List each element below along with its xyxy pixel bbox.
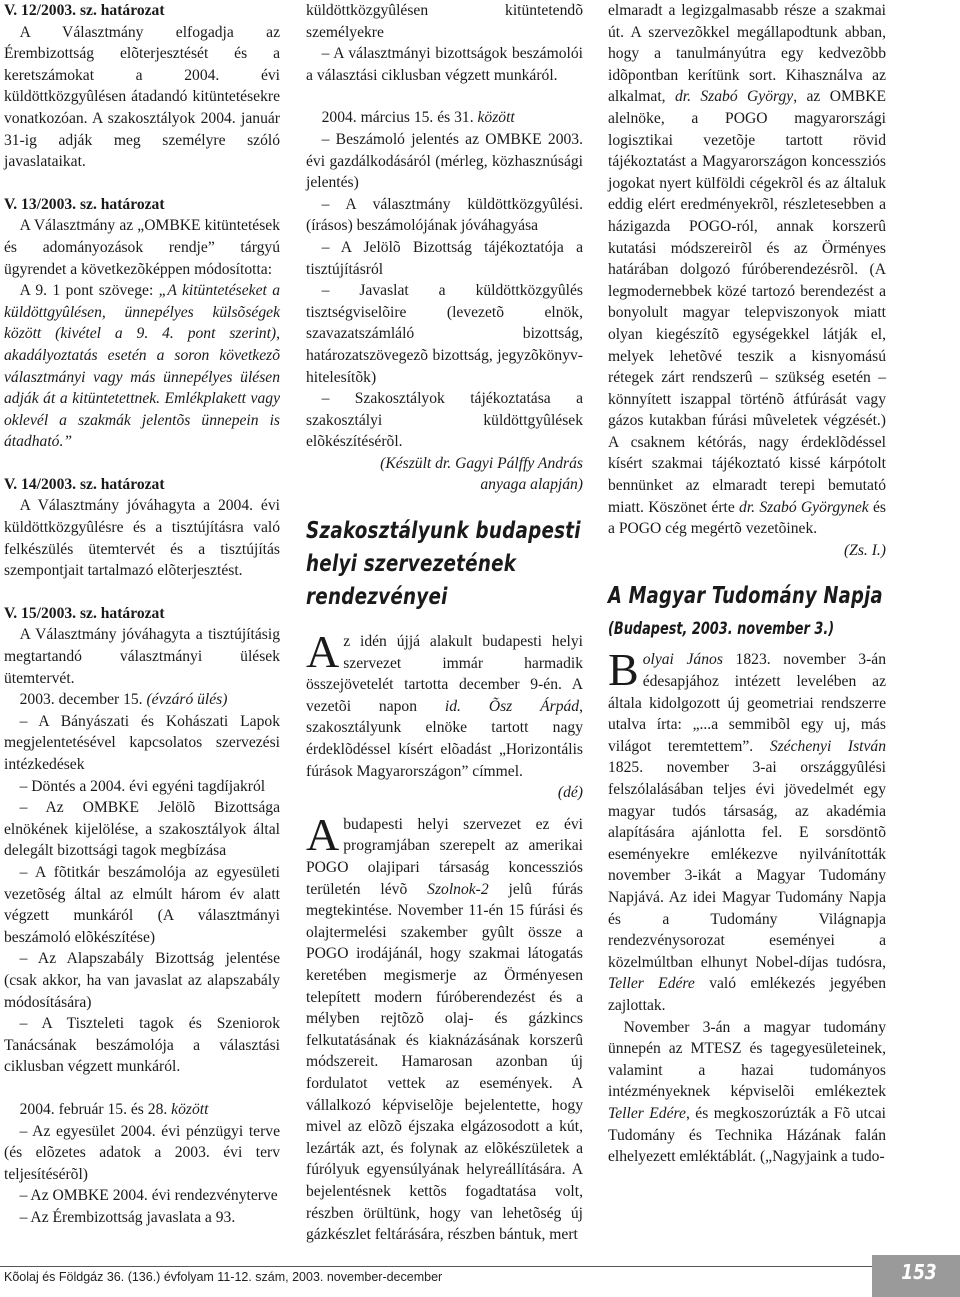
section-heading xyxy=(306,514,581,613)
person-name: olyai János xyxy=(642,651,723,669)
drop-cap: A xyxy=(306,808,340,860)
date-text: 2004. február 15. és 28. xyxy=(19,1100,172,1118)
article-text: , szakosztályunk elnöke tartott nagy érdeklõdéssel kísért elõadást „Horizontális fúrások Magyarországon” címmel. xyxy=(306,697,583,780)
resolution-15-heading: V. 15/2003. sz. határozat xyxy=(4,604,165,622)
agenda-item: – Az egyesület 2004. évi pénzügyi terve (és elõzetes adatok a 2003. évi terv teljesítésérõl) xyxy=(4,1122,280,1183)
meeting-date-3 xyxy=(306,107,583,129)
article-text: 1825. november 3-ai országgyûlési felszólalásában teljes évi jövedelmét egy magyar tudós társaság, az akadémia alapítására ajánlotta fel. E sorsdöntõ eseményekre emlékezve nyilvánították november 3-ikát a Magyar Tudomány Napjává. Az idei Magyar Tudomány Napja és a Tudomány Világnapja rendezvénysorozat eseményei a közelmúltban elhunyt Nobel-díjas tudósra, xyxy=(608,759,886,971)
agenda-item: – A Bányászati és Kohászati Lapok megjelentetésével kapcsolatos szervezési intézkedések xyxy=(4,712,280,773)
column-2 xyxy=(306,0,583,1246)
article-3 xyxy=(608,644,886,1016)
agenda-item: – A Jelölõ Bizottság tájékoztatója a tisztújításról xyxy=(306,238,583,278)
column-1 xyxy=(4,0,280,1228)
well-name: Szolnok-2 xyxy=(427,880,489,898)
resolution-13-amendment xyxy=(4,280,280,453)
credit-line-2: anyaga alapján) xyxy=(480,476,583,494)
amendment-lead: A 9. 1 pont szövege: xyxy=(19,282,159,300)
section-subheading: (Budapest, 2003. november 3.) xyxy=(608,619,835,639)
credit-line-1: (Készült dr. Gagyi Pálffy András xyxy=(380,454,583,472)
date-text: 2003. december 15. xyxy=(19,691,147,709)
agenda-item: – Javaslat a küldöttközgyûlés tisztségviselõire (levezetõ elnök, szavazatszámláló bizottság, határozatszövegezõ bizottság, jegyzõkönyv-hitelesítõk) xyxy=(306,282,583,386)
resolution-13-body: A Választmány az „OMBKE kitüntetések és adományozások rendje” tárgyú ügyrendet a következõképpen módosította: xyxy=(4,217,280,278)
agenda-item: – Az Érembizottság javaslata a 93. xyxy=(19,1208,236,1226)
person-name: dr. Szabó György xyxy=(674,88,794,106)
resolution-13-heading: V. 13/2003. sz. határozat xyxy=(4,195,165,213)
article-text: való emlékezés jegyében zajlottak. xyxy=(608,975,886,1014)
agenda-item: – A fõtitkár beszámolója az egyesületi vezetõség által az elmúlt három év alatt végzett munkáról (A választmányi beszámoló elõkészítése) xyxy=(4,863,280,946)
date-text: 2004. március 15. és 31. xyxy=(321,109,478,127)
agenda-item: – Beszámoló jelentés az OMBKE 2003. évi gazdálkodásáról (mérleg, közhasznúsági jelentés) xyxy=(306,130,583,192)
agenda-item: – Döntés a 2004. évi egyéni tagdíjakról xyxy=(19,777,266,795)
drop-cap: B xyxy=(608,644,639,696)
resolution-15-body: A Választmány jóváhagyta a tisztújításig megtartandó választmányi ülések ütemtervét. xyxy=(4,626,280,687)
resolution-14-body: A Választmány jóváhagyta a 2004. évi küldöttközgyûlésre és a tisztújításra való felkészülés ütemtervét és a tisztújítás szempontjait tartalmazó elõterjesztést. xyxy=(4,497,280,580)
date-note: között xyxy=(477,109,515,127)
section-heading: A Magyar Tudomány Napja xyxy=(608,583,883,610)
agenda-item: – A választmányi bizottságok beszámolói a választási ciklusban végzett munkáról. xyxy=(306,45,583,84)
drop-cap: A xyxy=(306,626,340,678)
date-note: között xyxy=(171,1100,209,1118)
amendment-text: „A kitüntetéseket a küldöttgyûlésen, ünnepélyes külsõségek között (kivétel a 9. 4. pont szerint), akadályoztatás esetén a soron következõ választmányi vagy más ünnepélyes ülésen adják át a kitüntetettnek. Emlékplakett vagy oklevél a szakmák jelentõs ünnepein is átadható.” xyxy=(4,282,280,451)
article-3-paragraph-2 xyxy=(608,1017,886,1168)
agenda-item: – Az OMBKE Jelölõ Bizottsága elnökének kijelölése, a szakosztályok által delegált bizottsági tagok megbízása xyxy=(4,799,280,860)
agenda-item: – Az Alapszabály Bizottság jelentése (csak akkor, ha van javaslat az alapszabály módosítására) xyxy=(4,950,280,1011)
article-2-continued xyxy=(608,0,886,540)
agenda-item: – A Tiszteleti tagok és Szeniorok Tanácsának beszámolója a választási ciklusban végzett munkáról. xyxy=(4,1015,280,1076)
article-2 xyxy=(306,808,583,1246)
meeting-date-2 xyxy=(4,1099,280,1121)
agenda-item: – Az OMBKE 2004. évi rendezvényterve xyxy=(19,1187,278,1205)
heading-line: Szakosztályunk budapesti xyxy=(306,516,581,545)
resolution-14-heading: V. 14/2003. sz. határozat xyxy=(4,475,165,493)
person-name: id. Õsz Árpád xyxy=(444,697,580,715)
footer-journal-info: Kõolaj és Földgáz 36. (136.) évfolyam 11-12. szám, 2003. november-december xyxy=(4,1270,443,1284)
column-3 xyxy=(608,0,886,1168)
page-number: 153 xyxy=(901,1260,937,1284)
person-name: Teller Edére xyxy=(608,975,695,993)
article-1-signature: (dé) xyxy=(557,784,583,802)
article-2-signature: (Zs. I.) xyxy=(843,541,886,559)
article-text: 1823. november 3-án édesapjához intézett levelében az általa kidolgozott új geometriai rendszerre utalva írta: „...a semmibõl egy uj, más világot teremtettem”. xyxy=(608,651,886,755)
heading-line: rendezvényei xyxy=(306,582,448,611)
resolution-12-heading: V. 12/2003. sz. határozat xyxy=(4,2,165,19)
article-text: elmaradt a legizgalmasabb része a szakmai út. A szervezõkkel megállapodtunk abban, hogy a tanulmányútra egy kedvezõbb idõpontban kerítünk sort. Kihasználva az alkalmat, xyxy=(608,2,886,106)
article-text: , az OMBKE alelnöke, a POGO magyarországi logisztikai vezetõje tartott rövid tájékoztatást a Magyarországon koncessziós jogokat nyert külföldi cégekrõl és az általuk eddig elért eredményekrõl, részletesebben a házigazda POGO-ról, annak korszerû kutatási módszereirõl és az Örményes határában dolgozó fúróberendezésrõl. (A legmodernebbek közé tartozó berendezést a bonyolult magyar telepviszonyok miatt olyan kiegészítõ egységekkel látják el, melyek lehetõvé teszik a kisnyomású rétegek zárt rendszerû – szükség esetén – könnyített iszappal történõ átfúrását vagy gázos kutakban fúrási mûveletek végzését.) A csaknem kétórás, nagy érdeklõdéssel kísért szakmai tájékoztató kissé kárpótolt bennünket az elmaradt terepi bemutató miatt. Köszönet érte xyxy=(608,88,887,516)
person-name: dr. Szabó Györgynek xyxy=(739,498,869,516)
date-note: (évzáró ülés) xyxy=(146,691,228,709)
person-name: Teller Edére xyxy=(608,1104,686,1122)
article-1 xyxy=(306,626,583,782)
article-text: jelû fúrás megtekintése. November 11-én 15 fúrási és olajtermelési szakember gyûlt össze a POGO irodájánál, hogy szakmai látogatás keretében megismerje az Örményesen telepített modern fúróberendezést és a mélyben rejtõzõ olaj- és gázkincs felkutatásának és kiaknázásának korszerû módszereit. Hamarosan azonban új fordulatot vettek az események. A vállalkozó képviselõje bejelentette, hogy mivel az elõzõ éjszaka elgázosodott a kút, lezárták azt, és folynak az elõkészületek a fúrólyuk egyensúlyának helyreállítására. A bejelentésnek kettõs fogadtatása volt, részben örültünk, hogy van lehetõség új gázkészlet feltárására, részben bántuk, mert xyxy=(306,880,583,1244)
meeting-date-1 xyxy=(4,689,280,711)
article-text: és a POGO cég megértõ vezetõinek. xyxy=(608,498,887,538)
person-name: Széchenyi István xyxy=(769,737,886,755)
continued-lead: küldöttközgyûlésen kitüntetendõ személyekre xyxy=(306,2,583,41)
resolution-12-body: A Választmány elfogadja az Érembizottság elõterjesztését és a keretszámokat a 2004. évi küldöttközgyûlésen átadandó kitüntetésekre vonatkozóan. A szakosztályok 2004. január 31-ig adják meg személyre szóló javaslataikat. xyxy=(4,23,280,171)
heading-line: helyi szervezetének xyxy=(306,549,517,578)
article-text: November 3-án a magyar tudomány ünnepén az MTESZ és tagegyesületeinek, valamint a hazai tudományos intézményeknek képviselõi emlékeztek xyxy=(608,1018,886,1101)
agenda-item: – Szakosztályok tájékoztatása a szakosztályi küldöttgyûlések elõkészítésérõl. xyxy=(306,390,583,451)
article-text: budapesti helyi szervezet ez évi programjában szerepelt az amerikai POGO olajipari társaság koncessziós területén lévõ xyxy=(306,815,583,898)
agenda-item: – A választmány küldöttközgyûlési. (írásos) beszámolójának jóváhagyása xyxy=(306,195,583,235)
article-text: z idén újjá alakult budapesti helyi szervezet immár harmadik összejövetelét tartotta december 9-én. A vezetõi napon xyxy=(306,633,583,715)
footer-rule xyxy=(0,1266,960,1267)
article-text: , és megkoszorúzták a Fõ utcai Tudomány és Technika Házának falán elhelyezett emléktáblát. („Nagyjaink a tudo- xyxy=(608,1104,887,1166)
